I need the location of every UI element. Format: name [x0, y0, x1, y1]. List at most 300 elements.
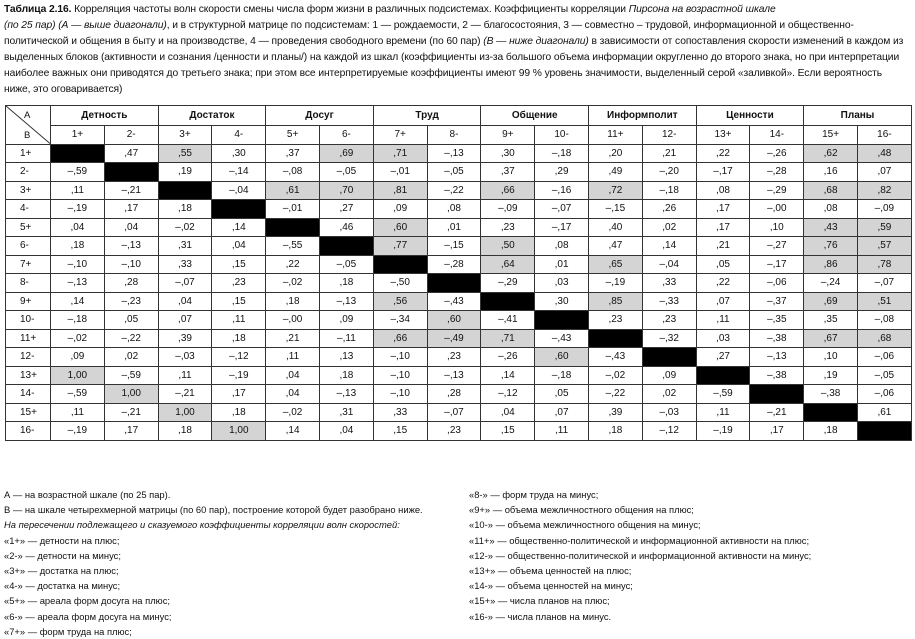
table-cell: ,10	[804, 348, 858, 367]
table-cell: –,21	[104, 181, 158, 200]
table-cell: ,03	[535, 274, 589, 293]
table-caption	[4, 2, 909, 98]
note-line: «15+» — числа планов на плюс;	[469, 595, 610, 607]
corner-label-b: В	[24, 130, 31, 141]
table-cell: 1,00	[104, 385, 158, 404]
table-cell: ,43	[804, 218, 858, 237]
diagonal-cell	[858, 422, 912, 441]
note-line: «10-» — объема межличностного общения на минус;	[469, 519, 701, 531]
table-cell: –,24	[804, 274, 858, 293]
table-cell: –,18	[535, 366, 589, 385]
table-cell: –,08	[858, 311, 912, 330]
row-header: 16-	[6, 422, 51, 441]
table-cell: ,22	[266, 255, 320, 274]
table-cell: ,23	[589, 311, 643, 330]
table-cell: –,05	[320, 255, 374, 274]
table-cell: ,09	[373, 200, 427, 219]
table-cell: –,22	[589, 385, 643, 404]
table-cell: ,04	[104, 218, 158, 237]
table-cell: ,76	[804, 237, 858, 256]
row-header: 1+	[6, 144, 51, 163]
table-cell: –,13	[320, 292, 374, 311]
table-cell: –,02	[589, 366, 643, 385]
column-header: 3+	[158, 126, 212, 145]
table-row	[6, 348, 912, 367]
table-cell: –,43	[589, 348, 643, 367]
table-cell: –,29	[481, 274, 535, 293]
table-cell: –,15	[589, 200, 643, 219]
column-header: 12-	[642, 126, 696, 145]
table-cell: –,10	[104, 255, 158, 274]
table-row	[6, 237, 912, 256]
table-row	[6, 274, 912, 293]
table-cell: ,71	[373, 144, 427, 163]
table-cell: –,02	[266, 403, 320, 422]
row-header: 15+	[6, 403, 51, 422]
table-cell: –,43	[535, 329, 589, 348]
table-cell: ,37	[481, 163, 535, 182]
note-line: «13+» — объема ценностей на плюс;	[469, 565, 632, 577]
table-cell: –,38	[750, 366, 804, 385]
table-cell: ,04	[481, 403, 535, 422]
table-cell: ,19	[804, 366, 858, 385]
group-header: Информполит	[589, 106, 697, 126]
table-cell: –,04	[212, 181, 266, 200]
table-cell: –,59	[104, 366, 158, 385]
table-cell: ,19	[158, 163, 212, 182]
group-header: Достаток	[158, 106, 266, 126]
table-cell: –,07	[535, 200, 589, 219]
table-cell: –,17	[696, 163, 750, 182]
table-cell: ,68	[858, 329, 912, 348]
caption-italic-1: Пирсона на возрастной шкале	[628, 4, 776, 15]
table-cell: –,27	[750, 237, 804, 256]
table-cell: –,02	[51, 329, 105, 348]
column-header: 1+	[51, 126, 105, 145]
table-cell: ,07	[158, 311, 212, 330]
correlation-table	[5, 105, 912, 441]
table-cell: ,15	[212, 255, 266, 274]
table-cell: –,04	[642, 255, 696, 274]
table-cell: –,10	[373, 366, 427, 385]
note-line: «8-» — форм труда на минус;	[469, 489, 599, 500]
table-cell: –,01	[373, 163, 427, 182]
column-header: 10-	[535, 126, 589, 145]
table-cell: –,19	[51, 200, 105, 219]
table-cell: ,22	[696, 144, 750, 163]
table-cell: ,15	[481, 422, 535, 441]
table-cell: ,08	[804, 200, 858, 219]
column-header-row	[6, 126, 912, 145]
diagonal-cell	[589, 329, 643, 348]
table-cell: –,50	[373, 274, 427, 293]
table-cell: –,00	[266, 311, 320, 330]
table-cell: ,23	[212, 274, 266, 293]
table-cell: –,28	[427, 255, 481, 274]
table-cell: ,48	[858, 144, 912, 163]
table-cell: –,14	[212, 163, 266, 182]
table-cell: –,02	[266, 274, 320, 293]
table-row	[6, 292, 912, 311]
table-cell: –,33	[642, 292, 696, 311]
table-row	[6, 200, 912, 219]
note-line: «9+» — объема межличностного общения на плюс;	[469, 504, 694, 516]
table-cell: –,03	[158, 348, 212, 367]
table-row	[6, 144, 912, 163]
row-header: 5+	[6, 218, 51, 237]
table-cell: ,01	[427, 218, 481, 237]
table-cell: ,09	[320, 311, 374, 330]
group-header: Общение	[481, 106, 589, 126]
table-cell: 1,00	[51, 366, 105, 385]
table-cell: ,50	[481, 237, 535, 256]
table-cell: ,18	[212, 403, 266, 422]
table-cell: –,13	[51, 274, 105, 293]
table-cell: ,04	[51, 218, 105, 237]
table-cell: ,04	[266, 366, 320, 385]
table-cell: ,05	[696, 255, 750, 274]
table-cell: ,14	[212, 218, 266, 237]
column-header: 9+	[481, 126, 535, 145]
table-cell: –,21	[750, 403, 804, 422]
table-cell: ,09	[642, 366, 696, 385]
table-cell: –,07	[858, 274, 912, 293]
column-header: 2-	[104, 126, 158, 145]
table-cell: ,14	[266, 422, 320, 441]
table-cell: ,46	[320, 218, 374, 237]
table-cell: ,64	[481, 255, 535, 274]
table-cell: ,47	[104, 144, 158, 163]
notes-right	[469, 487, 909, 624]
table-cell: ,07	[696, 292, 750, 311]
table-cell: ,26	[642, 200, 696, 219]
table-cell: ,01	[535, 255, 589, 274]
table-cell: ,18	[589, 422, 643, 441]
table-cell: –,59	[51, 163, 105, 182]
table-cell: –,00	[750, 200, 804, 219]
table-cell: –,26	[481, 348, 535, 367]
note-line: А — на возрастной шкале (по 25 пар).	[4, 489, 171, 500]
table-cell: ,62	[804, 144, 858, 163]
column-header: 7+	[373, 126, 427, 145]
row-header: 7+	[6, 255, 51, 274]
table-cell: –,22	[104, 329, 158, 348]
table-cell: ,18	[51, 237, 105, 256]
table-cell: –,19	[696, 422, 750, 441]
caption-text-1: Корреляция частоты волн скорости смены числа форм жизни в различных подсистемах. Коэффициенты корреляции	[71, 4, 629, 15]
table-cell: ,67	[804, 329, 858, 348]
table-cell: ,21	[266, 329, 320, 348]
table-cell: ,11	[696, 311, 750, 330]
group-header: Детность	[51, 106, 159, 126]
table-cell: –,22	[427, 181, 481, 200]
table-row	[6, 181, 912, 200]
group-header: Досуг	[266, 106, 374, 126]
diagonal-cell	[104, 163, 158, 182]
table-cell: –,10	[373, 385, 427, 404]
caption-text-2: , и в структурной матрице по подсистемам: 1 — рождаемости, 2 — благосостояния, 3 — совместно – трудовой, информационной и общественно-политической и общения в быту и на производстве, 4 — проведения свободного времени (по 60 пар)	[4, 20, 854, 47]
diagonal-cell	[212, 200, 266, 219]
table-cell: –,16	[535, 181, 589, 200]
diagonal-cell	[373, 255, 427, 274]
table-cell: ,35	[804, 311, 858, 330]
table-cell: ,60	[427, 311, 481, 330]
table-cell: ,33	[373, 403, 427, 422]
row-header: 9+	[6, 292, 51, 311]
note-line: «12-» — общественно-политической и информационной активности на минус;	[469, 549, 812, 561]
table-cell: ,60	[373, 218, 427, 237]
table-cell: –,41	[481, 311, 535, 330]
table-cell: ,14	[642, 237, 696, 256]
table-cell: 1,00	[212, 422, 266, 441]
table-row	[6, 311, 912, 330]
row-header: 2-	[6, 163, 51, 182]
table-row	[6, 403, 912, 422]
table-cell: ,39	[589, 403, 643, 422]
table-cell: –,55	[266, 237, 320, 256]
table-cell: ,40	[589, 218, 643, 237]
table-cell: ,14	[51, 292, 105, 311]
table-cell: ,08	[427, 200, 481, 219]
table-cell: ,23	[427, 348, 481, 367]
diagonal-cell	[481, 292, 535, 311]
table-cell: –,17	[535, 218, 589, 237]
table-cell: ,65	[589, 255, 643, 274]
table-cell: ,17	[696, 200, 750, 219]
row-header: 10-	[6, 311, 51, 330]
group-header: Труд	[373, 106, 481, 126]
table-cell: –,21	[104, 403, 158, 422]
table-cell: ,05	[104, 311, 158, 330]
notes-left	[4, 487, 464, 639]
table-cell: ,61	[266, 181, 320, 200]
table-cell: ,31	[320, 403, 374, 422]
column-header: 5+	[266, 126, 320, 145]
table-cell: –,06	[858, 348, 912, 367]
table-cell: ,17	[104, 200, 158, 219]
table-cell: ,03	[696, 329, 750, 348]
table-cell: ,51	[858, 292, 912, 311]
table-cell: –,37	[750, 292, 804, 311]
note-line: «7+» — форм труда на плюс;	[4, 625, 132, 637]
table-cell: –,07	[427, 403, 481, 422]
table-cell: ,30	[212, 144, 266, 163]
table-row	[6, 218, 912, 237]
table-cell: –,38	[750, 329, 804, 348]
table-cell: ,09	[51, 348, 105, 367]
table-cell: ,68	[804, 181, 858, 200]
row-header: 14-	[6, 385, 51, 404]
table-cell: –,32	[642, 329, 696, 348]
table-cell: ,11	[158, 366, 212, 385]
table-cell: ,69	[320, 144, 374, 163]
table-cell: –,05	[320, 163, 374, 182]
row-header: 8-	[6, 274, 51, 293]
table-cell: –,10	[51, 255, 105, 274]
table-cell: ,17	[750, 422, 804, 441]
column-header: 13+	[696, 126, 750, 145]
table-cell: ,77	[373, 237, 427, 256]
table-cell: ,31	[158, 237, 212, 256]
diagonal-cell	[51, 144, 105, 163]
table-cell: –,05	[858, 366, 912, 385]
table-cell: –,15	[427, 237, 481, 256]
table-cell: ,66	[373, 329, 427, 348]
table-cell: –,05	[427, 163, 481, 182]
note-line: «1+» — детности на плюс;	[4, 534, 120, 546]
note-line: «14-» — объема ценностей на минус;	[469, 580, 633, 592]
table-cell: ,04	[320, 422, 374, 441]
table-cell: ,71	[481, 329, 535, 348]
table-cell: ,23	[427, 422, 481, 441]
diagonal-cell	[535, 311, 589, 330]
corner-cell	[6, 106, 51, 145]
caption-italic-3: (В — ниже диагонали)	[483, 36, 589, 47]
table-cell: ,82	[858, 181, 912, 200]
table-cell: –,19	[212, 366, 266, 385]
table-cell: ,37	[266, 144, 320, 163]
table-cell: –,13	[750, 348, 804, 367]
table-cell: –,38	[804, 385, 858, 404]
table-cell: ,23	[481, 218, 535, 237]
row-header: 3+	[6, 181, 51, 200]
table-cell: ,30	[481, 144, 535, 163]
table-cell: –,23	[104, 292, 158, 311]
diagonal-cell	[266, 218, 320, 237]
caption-italic-2: (по 25 пар) (А — выше диагонали)	[4, 20, 167, 31]
table-cell: –,08	[266, 163, 320, 182]
table-cell: –,20	[642, 163, 696, 182]
column-header: 16-	[858, 126, 912, 145]
table-cell: ,18	[266, 292, 320, 311]
note-line: В — на шкале четырехмерной матрицы (по 60 пар), построение которой будет разобрано ниже.	[4, 504, 423, 516]
note-line: На пересечении подлежащего и сказуемого коэффициенты корреляции волн скоростей:	[4, 519, 400, 531]
table-cell: ,22	[696, 274, 750, 293]
table-cell: ,10	[750, 218, 804, 237]
table-cell: ,02	[642, 218, 696, 237]
corner-label-a: А	[24, 110, 31, 121]
table-cell: ,55	[158, 144, 212, 163]
table-cell: ,56	[373, 292, 427, 311]
diagonal-cell	[804, 403, 858, 422]
table-cell: ,33	[158, 255, 212, 274]
table-cell: ,85	[589, 292, 643, 311]
table-cell: ,07	[858, 163, 912, 182]
table-cell: ,17	[696, 218, 750, 237]
table-cell: ,27	[696, 348, 750, 367]
table-cell: –,13	[320, 385, 374, 404]
column-header: 14-	[750, 126, 804, 145]
table-body	[6, 144, 912, 440]
table-cell: ,11	[266, 348, 320, 367]
note-line: «3+» — достатка на плюс;	[4, 565, 119, 577]
table-cell: –,13	[427, 144, 481, 163]
table-cell: ,28	[104, 274, 158, 293]
table-cell: –,13	[104, 237, 158, 256]
table-cell: ,08	[696, 181, 750, 200]
table-cell: –,29	[750, 181, 804, 200]
row-header: 12-	[6, 348, 51, 367]
table-cell: ,28	[427, 385, 481, 404]
table-cell: ,27	[320, 200, 374, 219]
table-cell: ,18	[212, 329, 266, 348]
table-row	[6, 385, 912, 404]
table-cell: –,09	[481, 200, 535, 219]
table-cell: ,69	[804, 292, 858, 311]
table-cell: –,35	[750, 311, 804, 330]
note-line: «5+» — ареала форм досуга на плюс;	[4, 595, 170, 607]
table-cell: ,08	[535, 237, 589, 256]
table-cell: ,11	[535, 422, 589, 441]
table-cell: ,04	[212, 237, 266, 256]
diagonal-cell	[750, 385, 804, 404]
table-cell: ,39	[158, 329, 212, 348]
table-cell: –,13	[427, 366, 481, 385]
diagonal-cell	[158, 181, 212, 200]
table-cell: ,15	[212, 292, 266, 311]
table-cell: –,59	[51, 385, 105, 404]
table-cell: ,05	[535, 385, 589, 404]
table-cell: –,06	[858, 385, 912, 404]
row-header: 6-	[6, 237, 51, 256]
table-cell: ,18	[158, 200, 212, 219]
table-row	[6, 163, 912, 182]
table-cell: –,12	[212, 348, 266, 367]
group-header: Ценности	[696, 106, 804, 126]
table-row	[6, 422, 912, 441]
table-cell: ,59	[858, 218, 912, 237]
table-cell: ,72	[589, 181, 643, 200]
table-cell: ,23	[642, 311, 696, 330]
diagonal-cell	[320, 237, 374, 256]
table-cell: –,02	[158, 218, 212, 237]
table-cell: ,57	[858, 237, 912, 256]
table-cell: ,78	[858, 255, 912, 274]
table-row	[6, 329, 912, 348]
table-cell: –,12	[642, 422, 696, 441]
table-cell: ,11	[51, 181, 105, 200]
table-cell: ,02	[642, 385, 696, 404]
diagonal-cell	[642, 348, 696, 367]
table-cell: ,33	[642, 274, 696, 293]
table-cell: –,06	[750, 274, 804, 293]
row-header: 11+	[6, 329, 51, 348]
table-cell: ,20	[589, 144, 643, 163]
diagonal-cell	[427, 274, 481, 293]
column-header: 11+	[589, 126, 643, 145]
table-cell: –,19	[589, 274, 643, 293]
table-cell: ,14	[481, 366, 535, 385]
table-cell: –,07	[158, 274, 212, 293]
table-cell: ,11	[696, 403, 750, 422]
table-cell: ,13	[320, 348, 374, 367]
table-cell: ,47	[589, 237, 643, 256]
table-cell: ,30	[535, 292, 589, 311]
table-cell: –,19	[51, 422, 105, 441]
table-cell: –,18	[535, 144, 589, 163]
table-cell: –,09	[858, 200, 912, 219]
table-row	[6, 255, 912, 274]
caption-label: Таблица 2.16.	[4, 4, 72, 15]
table-cell: –,10	[373, 348, 427, 367]
table-cell: –,26	[750, 144, 804, 163]
table-cell: ,16	[804, 163, 858, 182]
diagonal-cell	[696, 366, 750, 385]
table-cell: –,28	[750, 163, 804, 182]
table-row	[6, 366, 912, 385]
table-cell: ,81	[373, 181, 427, 200]
table-cell: ,49	[589, 163, 643, 182]
